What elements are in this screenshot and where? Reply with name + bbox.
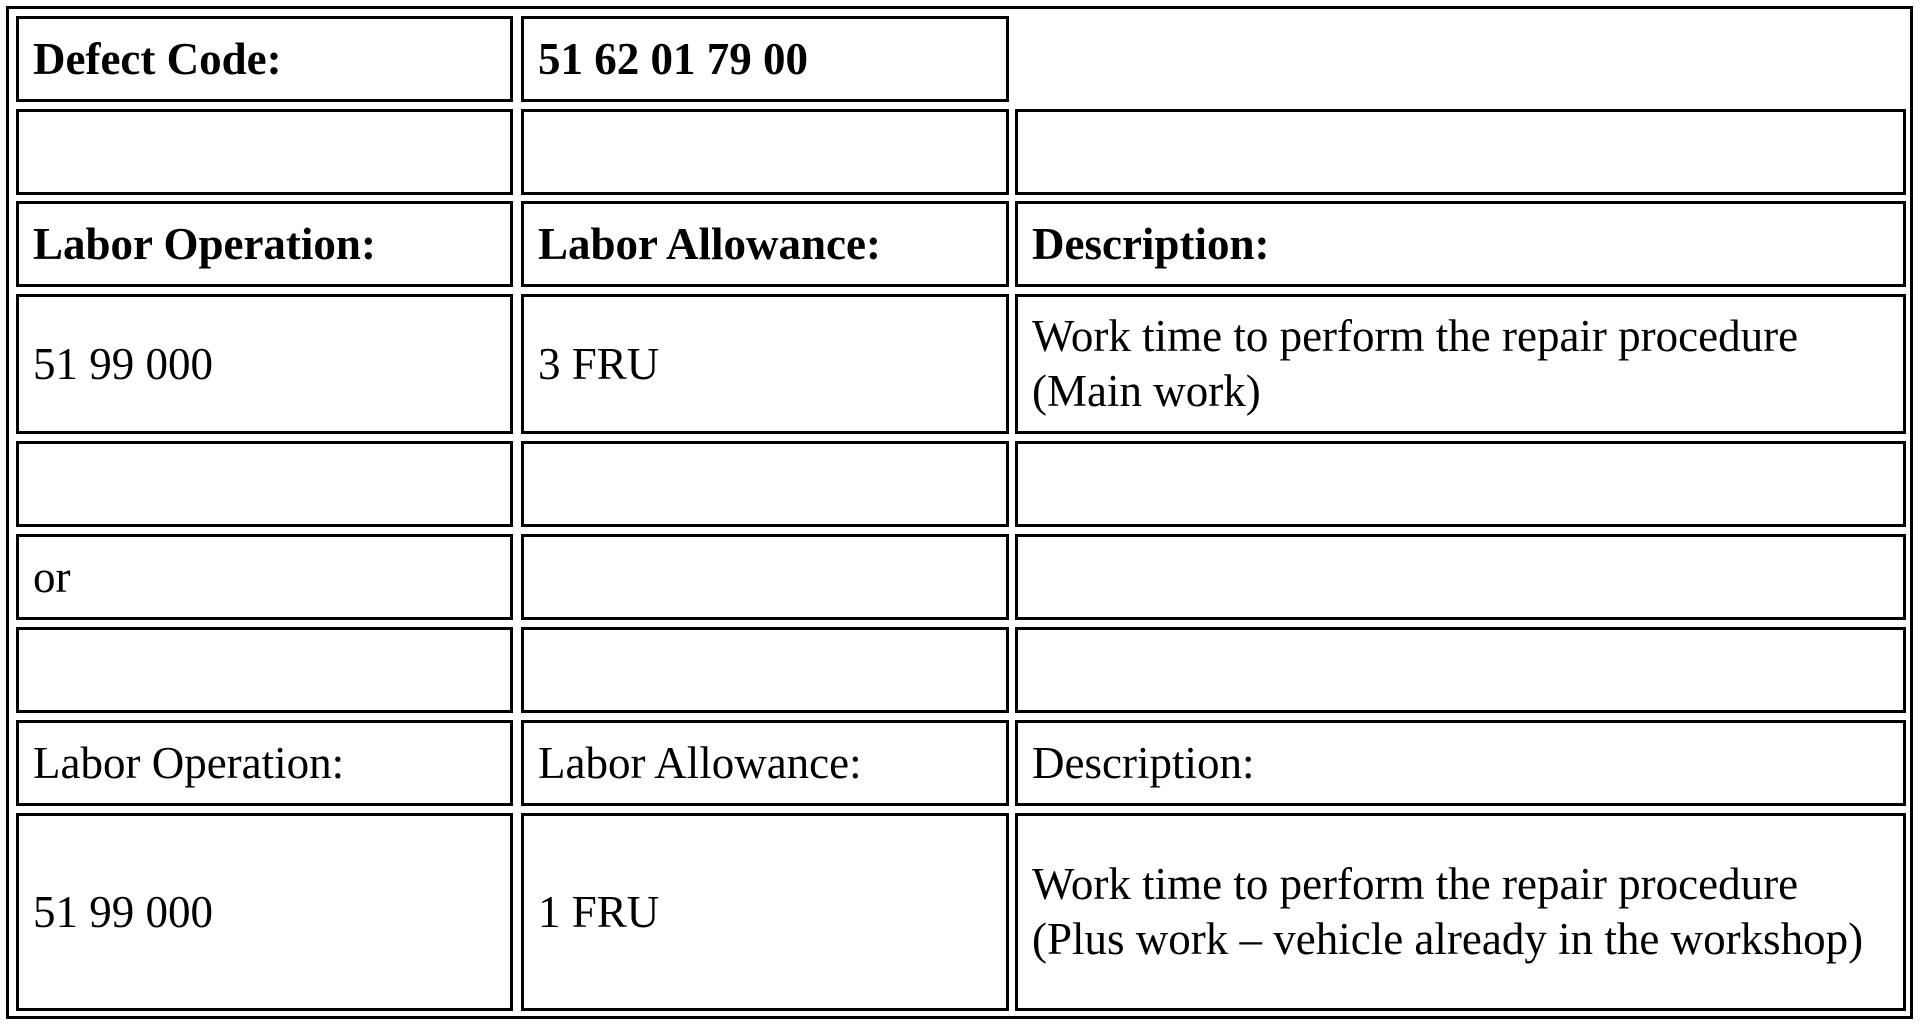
description-header: Description:: [1015, 201, 1906, 287]
defect-code-value: 51 62 01 79 00: [521, 16, 1009, 102]
empty-cell: [16, 441, 513, 527]
labor-allowance-value: 3 FRU: [521, 294, 1009, 434]
empty-cell: [521, 441, 1009, 527]
description-value: Work time to perform the repair procedure (Main work): [1015, 294, 1906, 434]
labor-operation-header: Labor Operation:: [16, 720, 513, 806]
defect-code-label: Defect Code:: [16, 16, 513, 102]
description-header: Description:: [1015, 720, 1906, 806]
labor-operation-value: 51 99 000: [16, 294, 513, 434]
or-separator: or: [16, 534, 513, 620]
empty-cell: [1015, 627, 1906, 713]
empty-cell: [1015, 109, 1906, 195]
labor-operation-value: 51 99 000: [16, 813, 513, 1011]
empty-cell: [1015, 441, 1906, 527]
labor-operation-header: Labor Operation:: [16, 201, 513, 287]
empty-cell: [521, 109, 1009, 195]
labor-allowance-header: Labor Allowance:: [521, 201, 1009, 287]
description-value: Work time to perform the repair procedure (Plus work – vehicle already in the workshop): [1015, 813, 1906, 1011]
empty-cell: [1015, 534, 1906, 620]
empty-cell: [16, 627, 513, 713]
labor-allowance-header: Labor Allowance:: [521, 720, 1009, 806]
empty-cell: [521, 627, 1009, 713]
empty-cell: [521, 534, 1009, 620]
labor-allowance-value: 1 FRU: [521, 813, 1009, 1011]
empty-cell: [16, 109, 513, 195]
